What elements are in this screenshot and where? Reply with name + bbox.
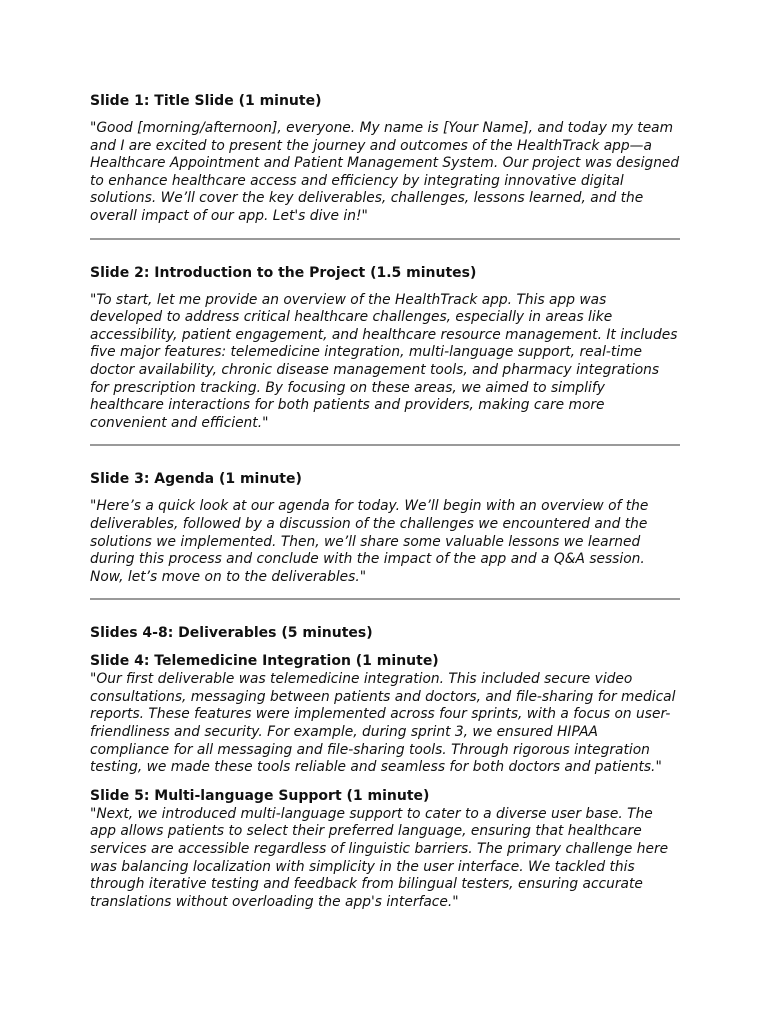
document-body bbox=[90, 92, 680, 911]
open-quote: " bbox=[90, 120, 97, 136]
slide-5-script-text: Next, we introduced multi-language support to cater to a diverse user base. The app allows patients to select their preferred language, ensuring that healthcare services are accessible regardless of linguistic barriers. The primary challenge here was balancing localization with simplicity in the user interface. We tackled this through iterative testing and feedback from bilingual testers, ensuring accurate translations without overloading the app's interface. bbox=[90, 805, 669, 910]
slide-3-heading: Slide 3: Agenda (1 minute) bbox=[90, 471, 302, 488]
slide-3-script bbox=[90, 498, 680, 586]
slide-2-script bbox=[90, 292, 680, 433]
section-divider bbox=[90, 444, 680, 446]
close-quote: " bbox=[361, 207, 368, 224]
slide-5-heading: Slide 5: Multi-language Support (1 minute) bbox=[90, 787, 430, 804]
slide-4-script-text: Our first deliverable was telemedicine integration. This included secure video consultations, messaging between patients and doctors, and file-sharing for medical reports. These features were implemented across four sprints, with a focus on user-friendliness and security. For example, during sprint 3, we ensured HIPAA compliance for all messaging and file-sharing tools. Through rigorous integration testing, we made these tools reliable and seamless for both doctors and patients. bbox=[90, 671, 676, 776]
slide-1-script bbox=[90, 120, 680, 226]
open-quote: " bbox=[90, 498, 97, 515]
deliverables-heading: Slides 4-8: Deliverables (5 minutes) bbox=[90, 625, 373, 642]
slide-2-script-text: To start, let me provide an overview of the HealthTrack app. This app was developed to address critical healthcare challenges, especially in areas like accessibility, patient engagement, and healthcare resource management. It includes five major features: telemedicine integration, multi-language support, real-time doctor availability, chronic disease management tools, and pharmacy integrations for prescription tracking. By focusing on these areas, we aimed to simplify healthcare interactions for both patients and providers, making care more convenient and efficient. bbox=[90, 291, 678, 431]
close-quote: " bbox=[359, 568, 367, 585]
close-quote: " bbox=[452, 893, 459, 910]
slide-5-script bbox=[90, 806, 680, 912]
section-divider bbox=[90, 238, 680, 240]
open-quote: " bbox=[90, 671, 97, 688]
slide-4-heading: Slide 4: Telemedicine Integration (1 minute) bbox=[90, 653, 439, 670]
open-quote: " bbox=[90, 805, 97, 822]
close-quote: " bbox=[262, 414, 269, 431]
slide-4-script bbox=[90, 671, 680, 777]
slide-2-heading: Slide 2: Introduction to the Project (1.5 minutes) bbox=[90, 264, 477, 281]
slide-1-heading: Slide 1: Title Slide (1 minute) bbox=[90, 93, 322, 109]
open-quote: " bbox=[90, 291, 97, 308]
slide-1-script-text: Good [morning/afternoon], everyone. My name is [Your Name], and today my team and I are excited to present the journey and outcomes of the HealthTrack app—a Healthcare Appointment and Patient Management System. Our project was designed to enhance healthcare access and efficiency by integrating innovative digital solutions. We’ll cover the key deliverables, challenges, lessons learned, and the overall impact of our app. Let's dive in! bbox=[90, 120, 680, 224]
section-divider bbox=[90, 598, 680, 600]
close-quote: " bbox=[655, 759, 662, 776]
slide-3-script-text: Here’s a quick look at our agenda for today. We’ll begin with an overview of the deliverables, followed by a discussion of the challenges we encountered and the solutions we implemented. Then, we’ll share some valuable lessons we learned during this process and conclude with the impact of the app and a Q&A session. Now, let’s move on to the deliverables. bbox=[90, 498, 649, 585]
